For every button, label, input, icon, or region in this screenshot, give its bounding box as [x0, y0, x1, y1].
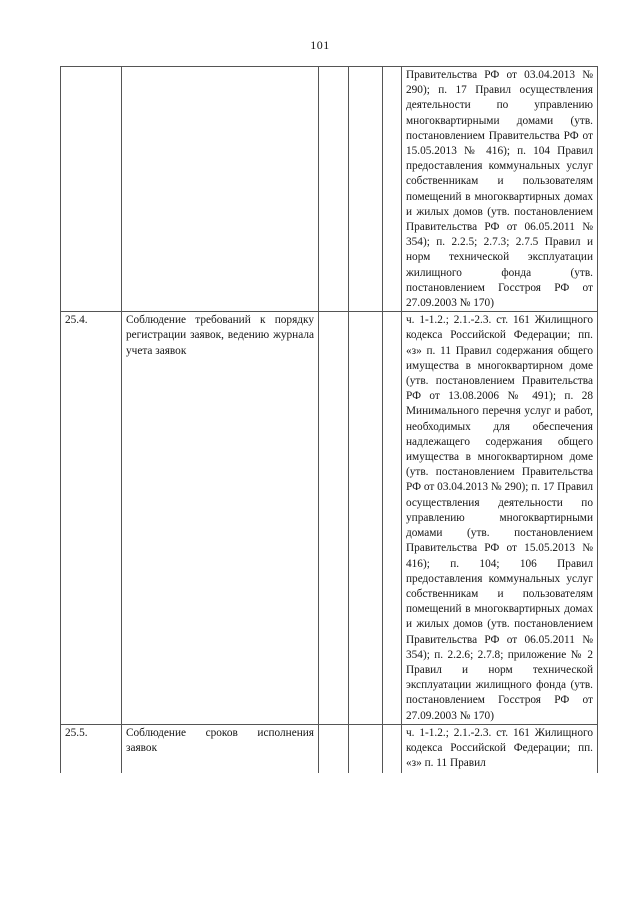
legal-acts-text: [402, 724, 598, 773]
empty-cell: [319, 312, 349, 724]
row-number: [61, 67, 122, 312]
empty-cell: [383, 67, 402, 312]
empty-cell: [319, 724, 349, 773]
row-number: 25.4.: [61, 312, 122, 724]
page-number: 101: [310, 38, 330, 52]
empty-cell: [319, 67, 349, 312]
empty-cell: [349, 67, 383, 312]
legal-acts-text: Правительства РФ от 03.04.2013 № 290); п. 17 Правил осуществления деятельности по управлению многоквартирными домами (утв. постановлением Правительства РФ от 15.05.2013 № 416); п. 104 Правил предоставления коммунальных услуг собственникам и пользователям помещений в многоквартирных домах и жилых домов (утв. постановлением Правительства РФ от 06.05.2011 № 354); п. 2.2.5; 2.7.3; 2.7.5 Правил и норм технической эксплуатации жилищного фонда (утв. постановлением Госстроя РФ от 27.09.2003 № 170): [402, 67, 598, 312]
requirement-text: Соблюдение требований к порядку регистрации заявок, ведению журнала учета заявок: [122, 312, 319, 724]
empty-cell: [383, 312, 402, 724]
legal-acts-text: ч. 1-1.2.; 2.1.-2.3. ст. 161 Жилищного кодекса Российской Федерации; пп. «з» п. 11 Правил содержания общего имущества в многоквартирном доме (утв. постановлением Правительства РФ от 13.08.2006 № 491); п. 28 Минимального перечня услуг и работ, необходимых для обеспечения надлежащего содержания общего имущества в многоквартирном доме (утв. постановлением Правительства РФ от 03.04.2013 № 290); п. 17 Правил осуществления деятельности по управлению многоквартирными домами (утв. постановлением Правительства РФ от 15.05.2013 № 416); п. 104; 106 Правил предоставления коммунальных услуг собственникам и пользователям помещений в многоквартирных домах и жилых домов (утв. постановлением Правительства РФ от 06.05.2011 № 354); п. 2.2.6; 2.7.8; приложение № 2 Правил и норм технической эксплуатации жилищного фонда (утв. постановлением Госстроя РФ от 27.09.2003 № 170): [402, 312, 598, 724]
empty-cell: [349, 724, 383, 773]
requirements-table: [60, 66, 598, 773]
table-row: [61, 67, 598, 312]
requirement-text: Соблюдение сроков исполнения заявок: [122, 724, 319, 773]
row-number: 25.5.: [61, 724, 122, 773]
table-row: [61, 724, 598, 773]
legal-acts-text-clipped: ч. 1-1.2.; 2.1.-2.3. ст. 161 Жилищного кодекса Российской Федерации; пп. «з» п. 11 Правил: [406, 726, 593, 770]
empty-cell: [349, 312, 383, 724]
requirement-text: [122, 67, 319, 312]
table-row: [61, 312, 598, 724]
empty-cell: [383, 724, 402, 773]
